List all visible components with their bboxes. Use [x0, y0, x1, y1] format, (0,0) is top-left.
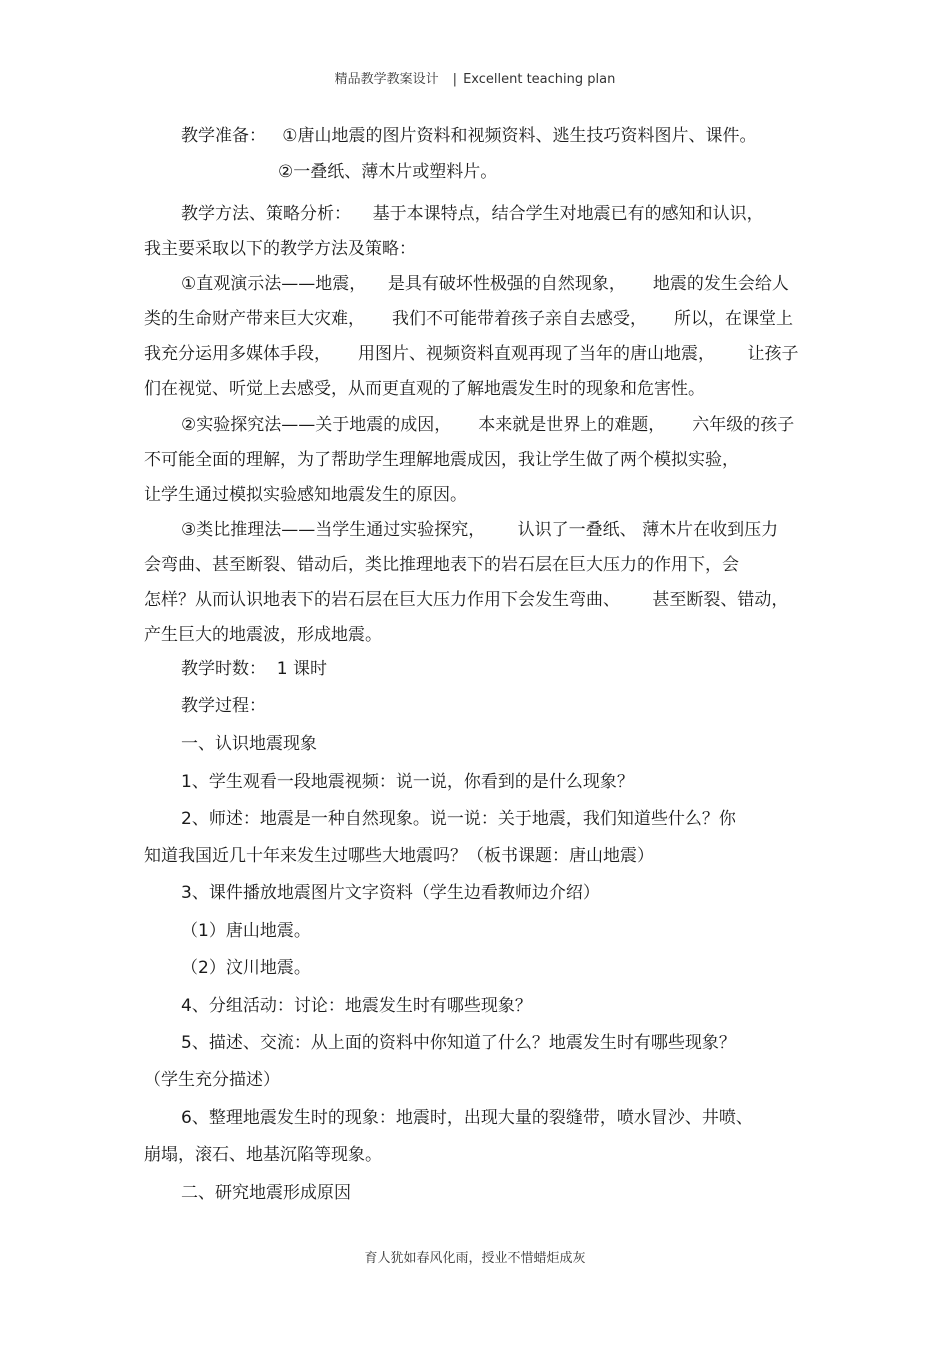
text-line: 6、整理地震发生时的现象：地震时，出现大量的裂缝带，喷水冒沙、井喷、 [181, 1108, 753, 1128]
text-line: （2）汶川地震。 [181, 958, 311, 978]
text-line: 教学时数： 1 课时 [181, 659, 328, 679]
header-separator: | [452, 72, 458, 87]
text-line: 不可能全面的理解，为了帮助学生理解地震成因，我让学生做了两个模拟实验， [144, 450, 739, 470]
text-line: 知道我国近几十年来发生过哪些大地震吗？（板书课题：唐山地震） [144, 846, 654, 866]
text-line: 会弯曲、甚至断裂、错动后，类比推理地表下的岩石层在巨大压力的作用下，会 [144, 555, 739, 575]
text-line: ①直观演示法——地震， 是具有破坏性极强的自然现象， 地震的发生会给人 [181, 274, 789, 294]
text-line: 1、学生观看一段地震视频：说一说，你看到的是什么现象？ [181, 772, 634, 792]
text-line: （1）唐山地震。 [181, 921, 311, 941]
text-line: 教学过程： [181, 696, 266, 716]
text-line: 们在视觉、听觉上去感受，从而更直观的了解地震发生时的现象和危害性。 [144, 379, 705, 399]
text-line: 崩塌，滚石、地基沉陷等现象。 [144, 1145, 382, 1165]
text-line: 让学生通过模拟实验感知地震发生的原因。 [144, 485, 467, 505]
text-line: 类的生命财产带来巨大灾难， 我们不可能带着孩子亲自去感受， 所以，在课堂上 [144, 309, 794, 329]
text-line: 2、师述：地震是一种自然现象。说一说：关于地震，我们知道些什么？你 [181, 809, 736, 829]
text-line: 3、课件播放地震图片文字资料（学生边看教师边介绍） [181, 883, 600, 903]
text-line: 4、分组活动：讨论：地震发生时有哪些现象？ [181, 996, 532, 1016]
text-line: 二、研究地震形成原因 [181, 1183, 351, 1203]
text-line: ②实验探究法——关于地震的成因， 本来就是世界上的难题， 六年级的孩子 [181, 415, 795, 435]
text-line: 产生巨大的地震波，形成地震。 [144, 625, 382, 645]
text-line: 教学准备： ①唐山地震的图片资料和视频资料、逃生技巧资料图片、课件。 [181, 126, 757, 146]
header-left: 精品教学教案设计 [334, 72, 439, 87]
text-line: 怎样？从而认识地表下的岩石层在巨大压力作用下会发生弯曲、 甚至断裂、错动， [144, 590, 789, 610]
text-line: 一、认识地震现象 [181, 734, 317, 754]
header-right: Excellent teaching plan [463, 72, 616, 87]
text-line: 教学方法、策略分析： 基于本课特点，结合学生对地震已有的感知和认识， [181, 204, 764, 224]
text-line: 我充分运用多媒体手段， 用图片、视频资料直观再现了当年的唐山地震， 让孩子 [144, 344, 799, 364]
text-line: （学生充分描述） [144, 1070, 280, 1090]
page-footer: 育人犹如春风化雨，授业不惜蜡炬成灰 [364, 1251, 586, 1266]
text-line: ②一叠纸、薄木片或塑料片。 [278, 162, 498, 182]
text-line: 5、描述、交流：从上面的资料中你知道了什么？地震发生时有哪些现象？ [181, 1033, 736, 1053]
text-line: 我主要采取以下的教学方法及策略： [144, 239, 416, 259]
text-line: ③类比推理法——当学生通过实验探究， 认识了一叠纸、 薄木片在收到压力 [181, 520, 779, 540]
page-header [0, 68, 950, 87]
